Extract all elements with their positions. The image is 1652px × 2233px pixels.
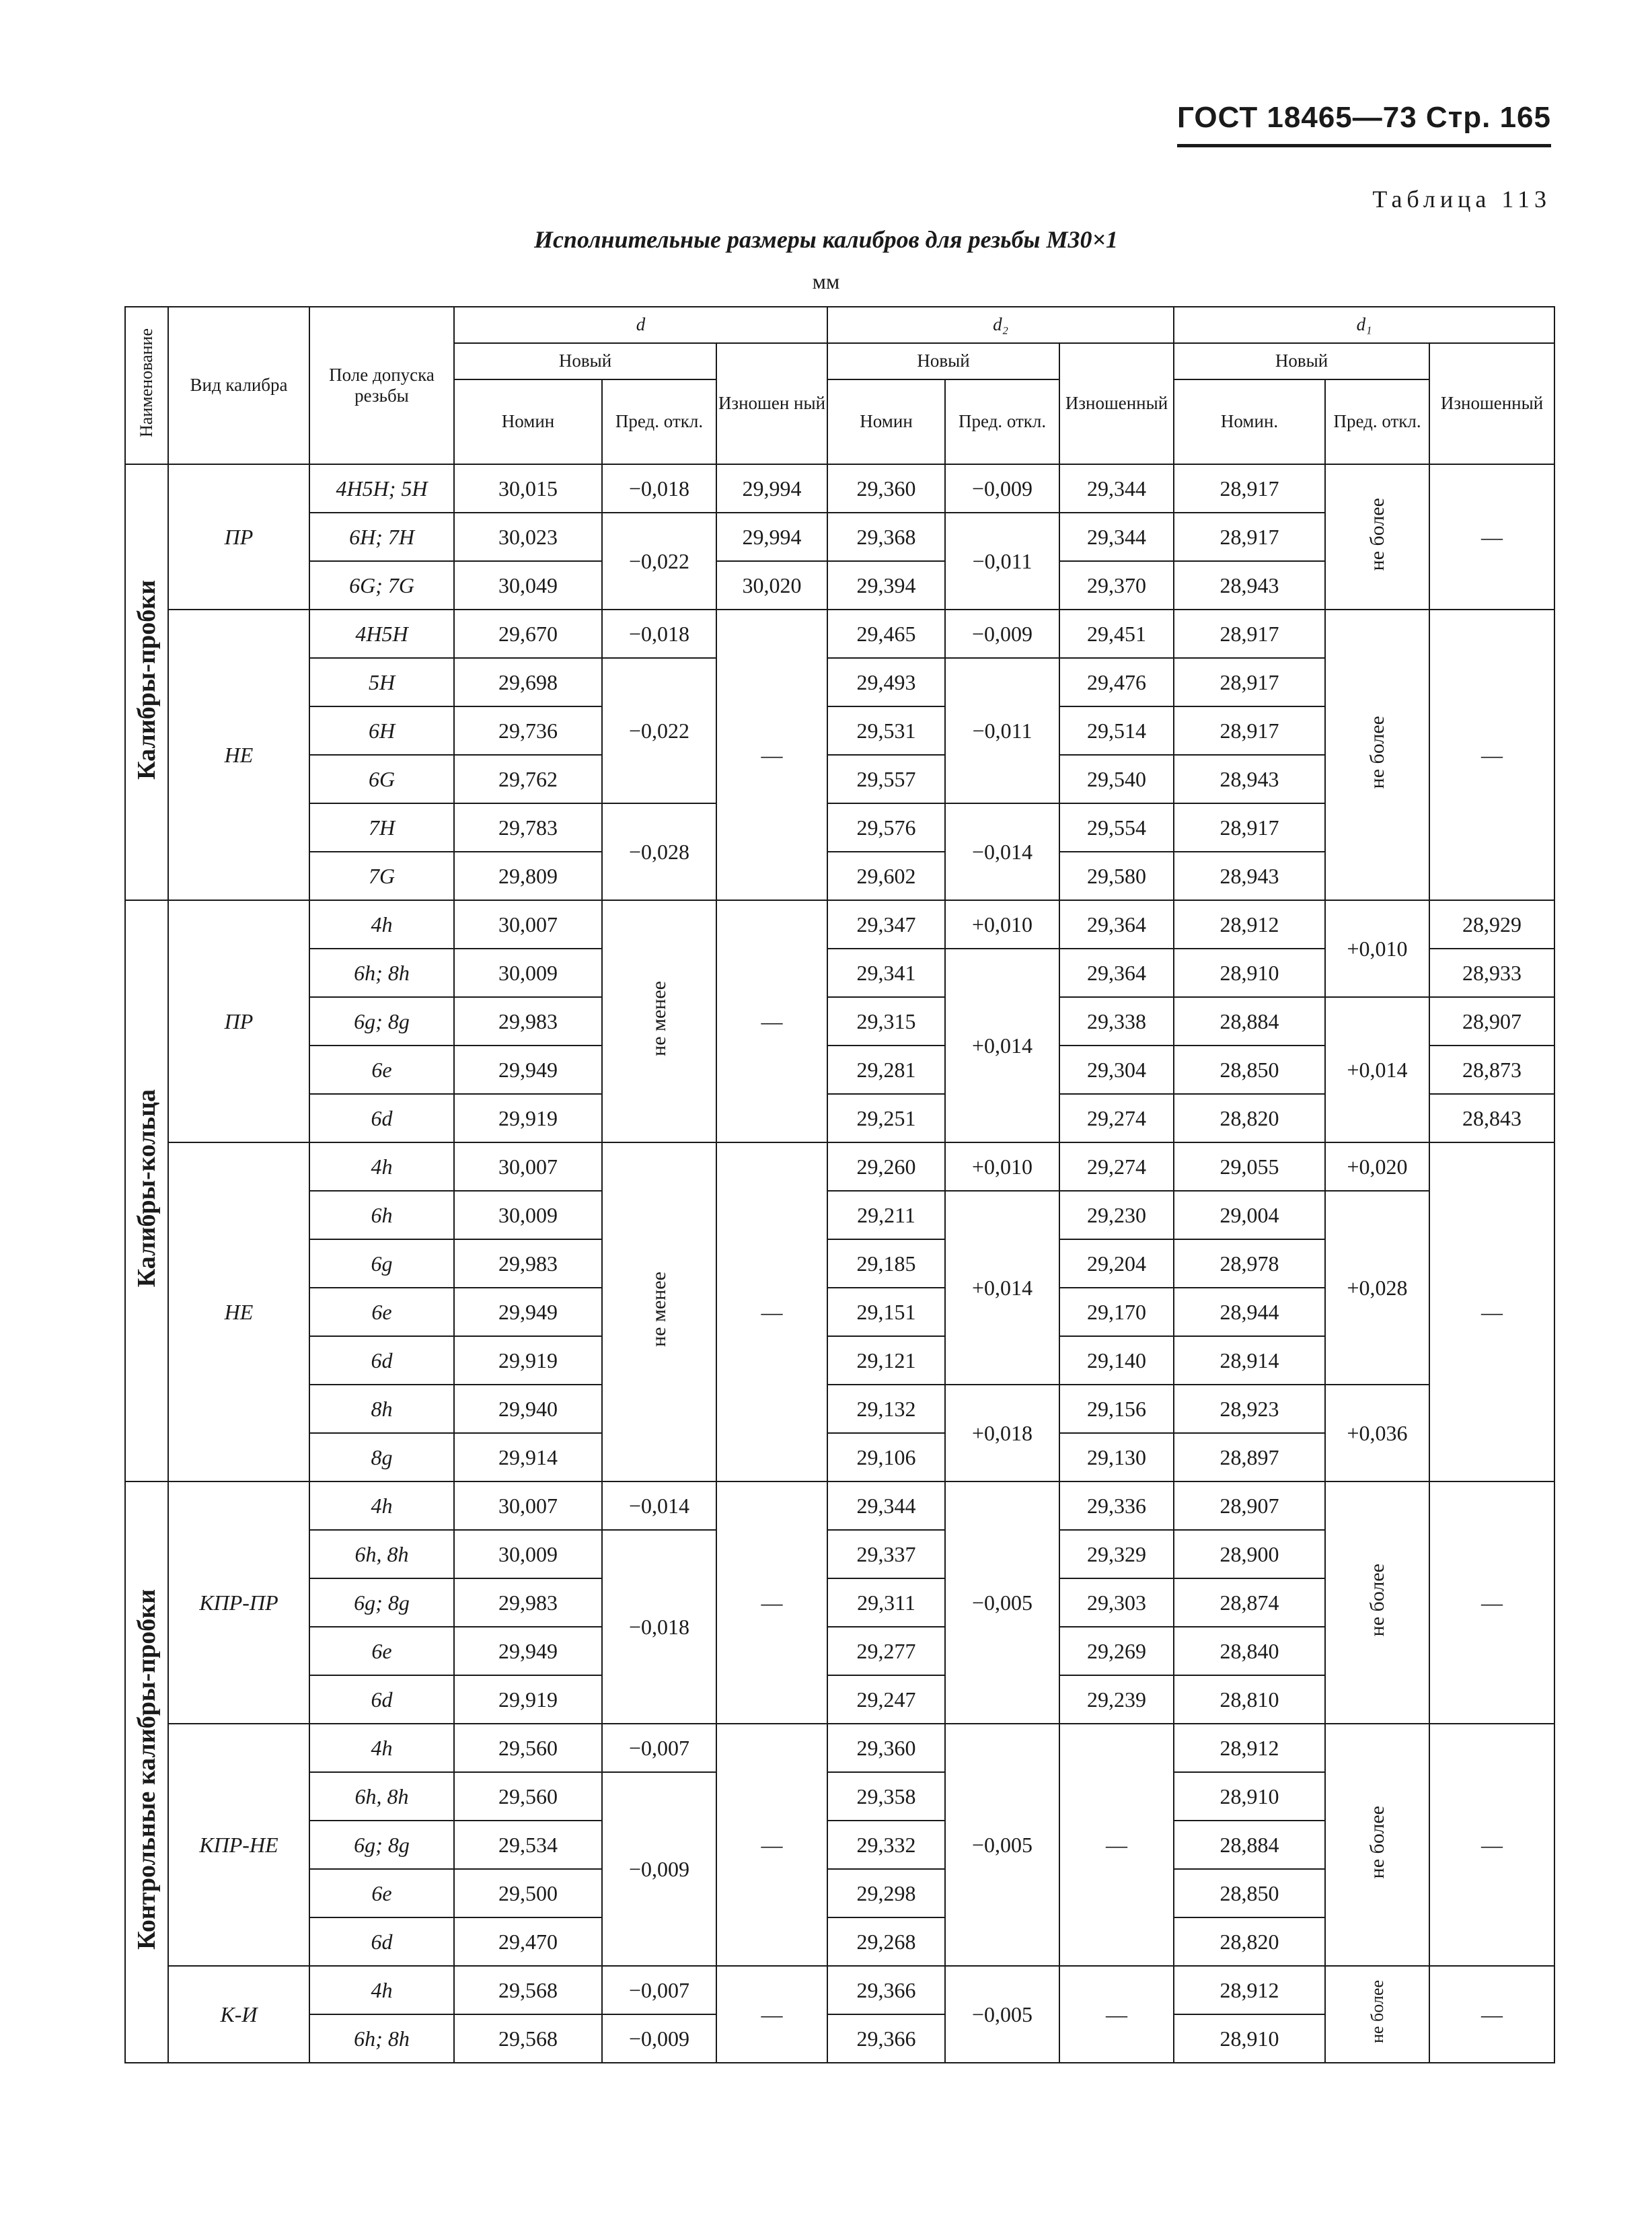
- d2-deviation-cell: +0,010: [945, 1142, 1059, 1191]
- d2-worn-cell: 29,364: [1059, 900, 1174, 949]
- unit-label: мм: [812, 269, 840, 293]
- col-type-header: Вид калибра: [168, 307, 309, 464]
- d-nominal-cell: 30,007: [454, 1481, 602, 1530]
- name-header-text: Наименование: [137, 328, 157, 438]
- d1-worn-header: Изношенный: [1429, 343, 1554, 464]
- d-worn-dash: —: [716, 610, 827, 900]
- d-nominal-cell: 30,015: [454, 464, 602, 513]
- d1-nominal-cell: 28,907: [1174, 1481, 1325, 1530]
- d2-nominal-cell: 29,360: [827, 1724, 945, 1772]
- d2-nominal-cell: 29,211: [827, 1191, 945, 1239]
- d2-worn-cell: 29,344: [1059, 464, 1174, 513]
- d-nominal-cell: 29,919: [454, 1336, 602, 1385]
- d2-deviation-cell: −0,009: [945, 610, 1059, 658]
- d2-nominal-cell: 29,132: [827, 1385, 945, 1433]
- d-nominal-cell: 29,919: [454, 1675, 602, 1724]
- d2-nominal-cell: 29,366: [827, 2014, 945, 2063]
- d-nominal-cell: 29,783: [454, 803, 602, 852]
- table-body: [125, 464, 1554, 2063]
- d1-nominal-cell: 28,917: [1174, 658, 1325, 706]
- d-deviation-cell: −0,007: [602, 1724, 716, 1772]
- d-nominal-cell: 30,007: [454, 900, 602, 949]
- d2-nominal-cell: 29,368: [827, 513, 945, 561]
- d1-nominal-cell: 29,004: [1174, 1191, 1325, 1239]
- tolerance-cell: 4h: [309, 1966, 454, 2014]
- table-row: [125, 1481, 1554, 1530]
- col-tolerance-header: Поле допуска резьбы: [309, 307, 454, 464]
- d1-nominal-cell: 28,900: [1174, 1530, 1325, 1578]
- d1-nominal-cell: 28,850: [1174, 1046, 1325, 1094]
- table-header: [125, 307, 1554, 464]
- d-worn-cell: 29,994: [716, 464, 827, 513]
- d1-nominal-cell: 28,874: [1174, 1578, 1325, 1627]
- d-worn-dash: —: [716, 1966, 827, 2063]
- d1-nominal-cell: 28,912: [1174, 900, 1325, 949]
- d2-nominal-cell: 29,337: [827, 1530, 945, 1578]
- group-label-rings: Калибры-кольца: [125, 900, 168, 1481]
- d2-deviation-cell: −0,009: [945, 464, 1059, 513]
- d1-nominal-cell: 28,910: [1174, 949, 1325, 997]
- tolerance-cell: 4h: [309, 1142, 454, 1191]
- d1-nominal-cell: 28,912: [1174, 1724, 1325, 1772]
- d2-new-header: Новый: [827, 343, 1059, 379]
- d-nominal-cell: 29,983: [454, 1239, 602, 1288]
- d-nominal-cell: 29,560: [454, 1772, 602, 1821]
- gauge-type-pr: ПР: [168, 464, 309, 610]
- d-nominal-cell: 29,949: [454, 1046, 602, 1094]
- table-row: [125, 610, 1554, 658]
- tolerance-cell: 7G: [309, 852, 454, 900]
- d2-nominal-cell: 29,531: [827, 706, 945, 755]
- d1-deviation-cell: +0,028: [1325, 1191, 1429, 1385]
- tolerance-cell: 4h: [309, 1724, 454, 1772]
- d2-worn-cell: 29,329: [1059, 1530, 1174, 1578]
- d-deviation-header: Пред. откл.: [602, 379, 716, 464]
- d1-deviation-cell: +0,014: [1325, 997, 1429, 1142]
- d2-deviation-cell: +0,014: [945, 1191, 1059, 1385]
- gauge-type-ne: НЕ: [168, 1142, 309, 1481]
- d2-deviation-cell: −0,005: [945, 1966, 1059, 2063]
- d1-limit-note: не более: [1325, 1481, 1429, 1724]
- d2-worn-header: Изношенный: [1059, 343, 1174, 464]
- tolerance-cell: 5H: [309, 658, 454, 706]
- group-label-plugs: Калибры-пробки: [125, 464, 168, 900]
- d2-worn-dash: —: [1059, 1966, 1174, 2063]
- col-d2-header: d₂: [827, 307, 1174, 343]
- d1-nominal-cell: 28,917: [1174, 610, 1325, 658]
- d-nominal-cell: 29,983: [454, 1578, 602, 1627]
- d2-deviation-cell: −0,005: [945, 1724, 1059, 1966]
- d1-limit-note: не более: [1325, 464, 1429, 610]
- d1-worn-dash: —: [1429, 1142, 1554, 1481]
- d2-worn-cell: 29,239: [1059, 1675, 1174, 1724]
- d2-worn-cell: 29,540: [1059, 755, 1174, 803]
- d1-nominal-cell: 28,910: [1174, 1772, 1325, 1821]
- d1-nominal-cell: 28,914: [1174, 1336, 1325, 1385]
- standard-reference: ГОСТ 18465—73 Стр. 165: [1177, 101, 1551, 147]
- tolerance-cell: 6H: [309, 706, 454, 755]
- d-worn-dash: —: [716, 1481, 827, 1724]
- d2-worn-cell: 29,304: [1059, 1046, 1174, 1094]
- d-nominal-cell: 29,568: [454, 1966, 602, 2014]
- d-nominal-cell: 29,949: [454, 1627, 602, 1675]
- gauge-type-pr: ПР: [168, 900, 309, 1142]
- d-deviation-cell: −0,022: [602, 513, 716, 610]
- d-deviation-cell: −0,028: [602, 803, 716, 900]
- d1-worn-cell: 28,929: [1429, 900, 1554, 949]
- d1-new-header: Новый: [1174, 343, 1429, 379]
- d2-nominal-cell: 29,298: [827, 1869, 945, 1917]
- d2-nominal-cell: 29,151: [827, 1288, 945, 1336]
- d2-nominal-cell: 29,311: [827, 1578, 945, 1627]
- d1-nominal-header: Номин.: [1174, 379, 1325, 464]
- group-label-control: Контрольные калибры-пробки: [125, 1481, 168, 2063]
- d1-worn-dash: —: [1429, 1966, 1554, 2063]
- d2-deviation-cell: +0,014: [945, 949, 1059, 1142]
- tolerance-cell: 6G: [309, 755, 454, 803]
- tolerance-cell: 6G; 7G: [309, 561, 454, 610]
- page-header: [1177, 101, 1551, 147]
- gauge-type-kpr-pr: КПР-ПР: [168, 1481, 309, 1724]
- d2-worn-cell: 29,514: [1059, 706, 1174, 755]
- d-nominal-cell: 30,009: [454, 1191, 602, 1239]
- gauge-type-k-i: К-И: [168, 1966, 309, 2063]
- d1-worn-cell: 28,933: [1429, 949, 1554, 997]
- d2-nominal-cell: 29,358: [827, 1772, 945, 1821]
- d2-worn-cell: 29,274: [1059, 1094, 1174, 1142]
- d2-deviation-cell: +0,010: [945, 900, 1059, 949]
- d1-worn-dash: —: [1429, 1481, 1554, 1724]
- d-nominal-cell: 30,009: [454, 949, 602, 997]
- d1-nominal-cell: 28,850: [1174, 1869, 1325, 1917]
- tolerance-cell: 6g; 8g: [309, 1821, 454, 1869]
- d2-deviation-cell: −0,011: [945, 513, 1059, 610]
- d2-worn-cell: 29,370: [1059, 561, 1174, 610]
- d1-nominal-cell: 28,944: [1174, 1288, 1325, 1336]
- d2-worn-cell: 29,170: [1059, 1288, 1174, 1336]
- d-nominal-cell: 30,009: [454, 1530, 602, 1578]
- d-nominal-cell: 29,809: [454, 852, 602, 900]
- d1-limit-note: не более: [1325, 1724, 1429, 1966]
- d2-worn-cell: 29,269: [1059, 1627, 1174, 1675]
- d2-deviation-cell: +0,018: [945, 1385, 1059, 1481]
- d1-limit-note: не более: [1325, 610, 1429, 900]
- d-deviation-cell: −0,009: [602, 2014, 716, 2063]
- tolerance-cell: 4h: [309, 900, 454, 949]
- d2-nominal-header: Номин: [827, 379, 945, 464]
- d1-worn-dash: —: [1429, 610, 1554, 900]
- table-row: [125, 464, 1554, 513]
- d-worn-dash: —: [716, 1724, 827, 1966]
- d2-deviation-cell: −0,005: [945, 1481, 1059, 1724]
- d-nominal-cell: 29,534: [454, 1821, 602, 1869]
- tolerance-cell: 6h; 8h: [309, 2014, 454, 2063]
- table-row: [125, 1142, 1554, 1191]
- tolerance-cell: 6H; 7H: [309, 513, 454, 561]
- d-nominal-cell: 29,568: [454, 2014, 602, 2063]
- d1-nominal-cell: 28,923: [1174, 1385, 1325, 1433]
- d1-worn-cell: 28,907: [1429, 997, 1554, 1046]
- d2-worn-cell: 29,476: [1059, 658, 1174, 706]
- d1-deviation-cell: +0,036: [1325, 1385, 1429, 1481]
- d-nominal-header: Номин: [454, 379, 602, 464]
- d1-nominal-cell: 28,917: [1174, 803, 1325, 852]
- d1-worn-cell: 28,843: [1429, 1094, 1554, 1142]
- tolerance-cell: 6e: [309, 1627, 454, 1675]
- d-limit-note: не менее: [602, 1142, 716, 1481]
- d-deviation-cell: −0,018: [602, 464, 716, 513]
- d2-nominal-cell: 29,366: [827, 1966, 945, 2014]
- d-worn-dash: —: [716, 900, 827, 1142]
- d2-nominal-cell: 29,332: [827, 1821, 945, 1869]
- table-number: Таблица 113: [1372, 186, 1551, 213]
- d2-nominal-cell: 29,576: [827, 803, 945, 852]
- d1-nominal-cell: 28,840: [1174, 1627, 1325, 1675]
- d1-deviation-cell: +0,010: [1325, 900, 1429, 997]
- d-deviation-cell: −0,007: [602, 1966, 716, 2014]
- d2-nominal-cell: 29,347: [827, 900, 945, 949]
- tolerance-cell: 6h: [309, 1191, 454, 1239]
- d1-nominal-cell: 28,884: [1174, 1821, 1325, 1869]
- tolerance-cell: 6h, 8h: [309, 1772, 454, 1821]
- d2-deviation-cell: −0,014: [945, 803, 1059, 900]
- d1-limit-note: не более: [1325, 1966, 1429, 2063]
- tolerance-cell: 6g: [309, 1239, 454, 1288]
- tolerance-cell: 6h, 8h: [309, 1530, 454, 1578]
- d1-nominal-cell: 28,943: [1174, 561, 1325, 610]
- d2-nominal-cell: 29,341: [827, 949, 945, 997]
- d1-nominal-cell: 28,810: [1174, 1675, 1325, 1724]
- d-worn-header: Изношен ный: [716, 343, 827, 464]
- d-worn-cell: 29,994: [716, 513, 827, 561]
- tolerance-cell: 6e: [309, 1046, 454, 1094]
- d-new-header: Новый: [454, 343, 716, 379]
- tolerance-cell: 8h: [309, 1385, 454, 1433]
- d2-deviation-header: Пред. откл.: [945, 379, 1059, 464]
- d1-nominal-cell: 28,917: [1174, 706, 1325, 755]
- d2-worn-dash: —: [1059, 1724, 1174, 1966]
- d-deviation-cell: −0,009: [602, 1772, 716, 1966]
- d2-nominal-cell: 29,602: [827, 852, 945, 900]
- d-nominal-cell: 30,023: [454, 513, 602, 561]
- tolerance-cell: 6d: [309, 1675, 454, 1724]
- d2-worn-cell: 29,140: [1059, 1336, 1174, 1385]
- d-deviation-cell: −0,018: [602, 1530, 716, 1724]
- d2-worn-cell: 29,274: [1059, 1142, 1174, 1191]
- d2-nominal-cell: 29,557: [827, 755, 945, 803]
- table-row: [125, 1966, 1554, 2014]
- d2-worn-cell: 29,580: [1059, 852, 1174, 900]
- d2-nominal-cell: 29,315: [827, 997, 945, 1046]
- d2-worn-cell: 29,204: [1059, 1239, 1174, 1288]
- d-deviation-cell: −0,022: [602, 658, 716, 803]
- col-d1-header: d₁: [1174, 307, 1554, 343]
- tolerance-cell: 4h: [309, 1481, 454, 1530]
- d2-nominal-cell: 29,260: [827, 1142, 945, 1191]
- table-row: [125, 1191, 1554, 1239]
- table-title: Исполнительные размеры калибров для резьбы М30×1: [533, 226, 1119, 253]
- d1-nominal-cell: 28,943: [1174, 755, 1325, 803]
- d1-nominal-cell: 28,978: [1174, 1239, 1325, 1288]
- d2-nominal-cell: 29,247: [827, 1675, 945, 1724]
- d2-worn-cell: 29,336: [1059, 1481, 1174, 1530]
- tolerance-cell: 7H: [309, 803, 454, 852]
- d-deviation-cell: −0,018: [602, 610, 716, 658]
- d2-worn-cell: 29,230: [1059, 1191, 1174, 1239]
- d1-nominal-cell: 28,910: [1174, 2014, 1325, 2063]
- d-nominal-cell: 29,470: [454, 1917, 602, 1966]
- d-deviation-cell: −0,014: [602, 1481, 716, 1530]
- d1-nominal-cell: 28,820: [1174, 1917, 1325, 1966]
- d1-worn-dash: —: [1429, 464, 1554, 610]
- d1-nominal-cell: 28,897: [1174, 1433, 1325, 1481]
- d-nominal-cell: 29,698: [454, 658, 602, 706]
- d2-worn-cell: 29,554: [1059, 803, 1174, 852]
- d-worn-cell: 30,020: [716, 561, 827, 610]
- gauge-type-kpr-ne: КПР-НЕ: [168, 1724, 309, 1966]
- d-nominal-cell: 29,914: [454, 1433, 602, 1481]
- d-nominal-cell: 29,940: [454, 1385, 602, 1433]
- tolerance-cell: 8g: [309, 1433, 454, 1481]
- d-nominal-cell: 29,670: [454, 610, 602, 658]
- d1-worn-cell: 28,873: [1429, 1046, 1554, 1094]
- tolerance-cell: 6e: [309, 1288, 454, 1336]
- d-nominal-cell: 29,983: [454, 997, 602, 1046]
- d2-deviation-cell: −0,011: [945, 658, 1059, 803]
- tolerance-cell: 6e: [309, 1869, 454, 1917]
- col-d-header: d: [454, 307, 827, 343]
- d-nominal-cell: 29,919: [454, 1094, 602, 1142]
- d2-worn-cell: 29,344: [1059, 513, 1174, 561]
- d2-nominal-cell: 29,268: [827, 1917, 945, 1966]
- d2-nominal-cell: 29,121: [827, 1336, 945, 1385]
- d1-nominal-cell: 28,917: [1174, 513, 1325, 561]
- d-worn-dash: —: [716, 1142, 827, 1481]
- col-name-header: [125, 307, 168, 464]
- tolerance-cell: 6d: [309, 1917, 454, 1966]
- d2-worn-cell: 29,451: [1059, 610, 1174, 658]
- d-nominal-cell: 29,736: [454, 706, 602, 755]
- d2-worn-cell: 29,364: [1059, 949, 1174, 997]
- tolerance-cell: 4H5H; 5H: [309, 464, 454, 513]
- d-nominal-cell: 30,049: [454, 561, 602, 610]
- d-nominal-cell: 29,500: [454, 1869, 602, 1917]
- table-row: [125, 900, 1554, 949]
- d-limit-note: не менее: [602, 900, 716, 1142]
- d1-deviation-cell: +0,020: [1325, 1142, 1429, 1191]
- d1-nominal-cell: 28,917: [1174, 464, 1325, 513]
- d2-nominal-cell: 29,493: [827, 658, 945, 706]
- d2-worn-cell: 29,156: [1059, 1385, 1174, 1433]
- d1-nominal-cell: 29,055: [1174, 1142, 1325, 1191]
- tolerance-cell: 4H5H: [309, 610, 454, 658]
- d2-nominal-cell: 29,106: [827, 1433, 945, 1481]
- d2-nominal-cell: 29,251: [827, 1094, 945, 1142]
- tolerance-cell: 6g; 8g: [309, 1578, 454, 1627]
- d1-worn-dash: —: [1429, 1724, 1554, 1966]
- d-nominal-cell: 29,949: [454, 1288, 602, 1336]
- d2-nominal-cell: 29,281: [827, 1046, 945, 1094]
- d1-nominal-cell: 28,884: [1174, 997, 1325, 1046]
- d2-nominal-cell: 29,465: [827, 610, 945, 658]
- d1-nominal-cell: 28,943: [1174, 852, 1325, 900]
- tolerance-cell: 6d: [309, 1336, 454, 1385]
- d-nominal-cell: 30,007: [454, 1142, 602, 1191]
- gauge-dimensions-table: [124, 306, 1555, 2063]
- d2-worn-cell: 29,130: [1059, 1433, 1174, 1481]
- table-row: [125, 1724, 1554, 1772]
- d1-deviation-header: Пред. откл.: [1325, 379, 1429, 464]
- gauge-type-ne: НЕ: [168, 610, 309, 900]
- tolerance-cell: 6d: [309, 1094, 454, 1142]
- tolerance-cell: 6g; 8g: [309, 997, 454, 1046]
- table-row: [125, 997, 1554, 1046]
- d-nominal-cell: 29,762: [454, 755, 602, 803]
- table-row: [125, 1385, 1554, 1433]
- d2-nominal-cell: 29,360: [827, 464, 945, 513]
- d-nominal-cell: 29,560: [454, 1724, 602, 1772]
- d1-nominal-cell: 28,820: [1174, 1094, 1325, 1142]
- d2-worn-cell: 29,303: [1059, 1578, 1174, 1627]
- d2-worn-cell: 29,338: [1059, 997, 1174, 1046]
- d2-nominal-cell: 29,277: [827, 1627, 945, 1675]
- d2-nominal-cell: 29,344: [827, 1481, 945, 1530]
- d1-nominal-cell: 28,912: [1174, 1966, 1325, 2014]
- d2-nominal-cell: 29,394: [827, 561, 945, 610]
- d2-nominal-cell: 29,185: [827, 1239, 945, 1288]
- tolerance-cell: 6h; 8h: [309, 949, 454, 997]
